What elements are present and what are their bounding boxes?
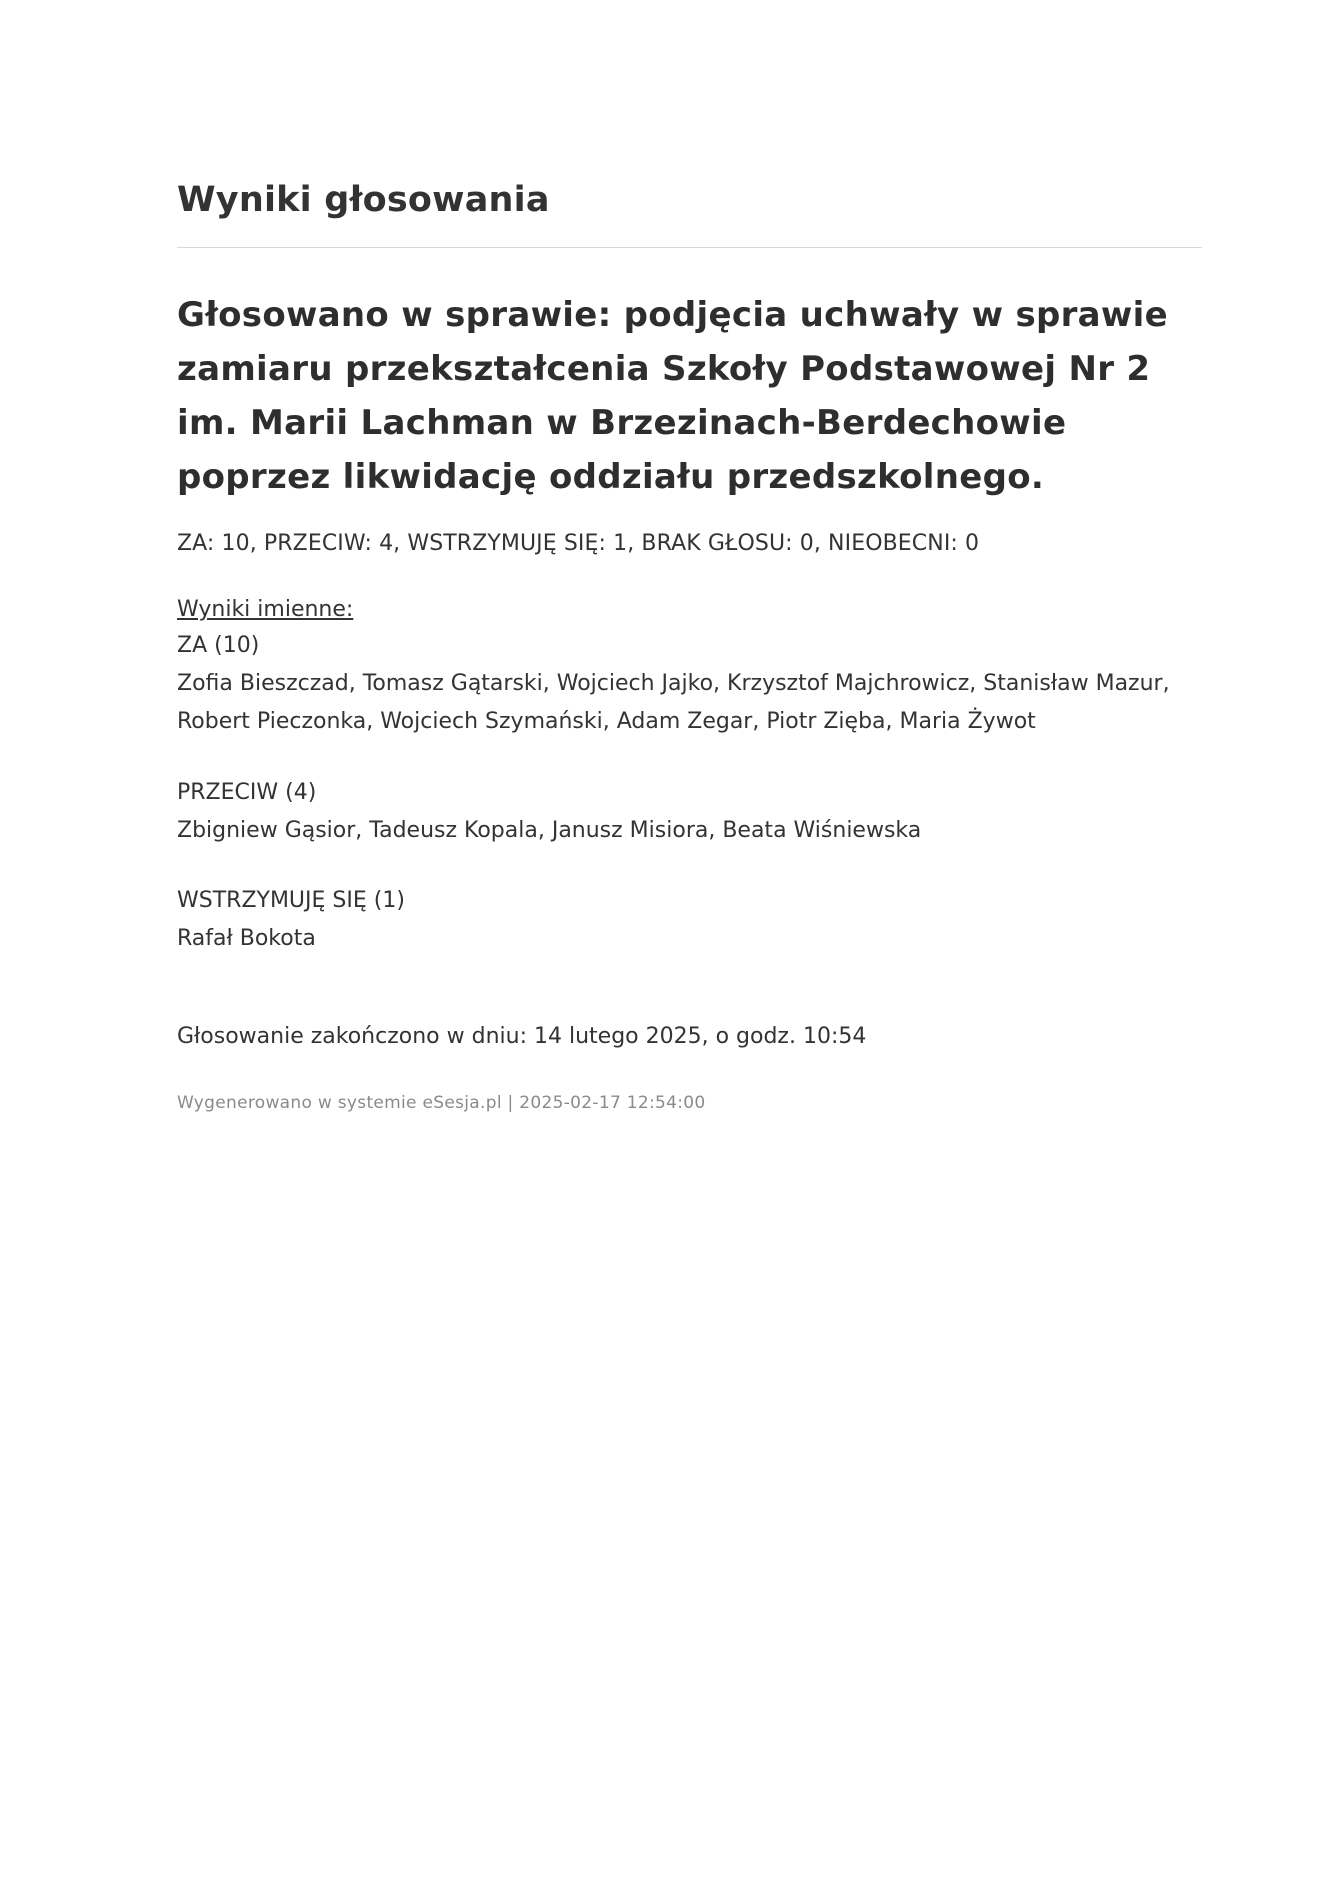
vote-group-names: Zbigniew Gąsior, Tadeusz Kopala, Janusz Misiora, Beata Wiśniewska	[177, 818, 922, 843]
vote-subject: Głosowano w sprawie: podjęcia uchwały w sprawie zamiaru przekształcenia Szkoły Podstawowej Nr 2 im. Marii Lachman w Brzezinach-Berdechowie poprzez likwidację oddziału przedszkolnego.	[177, 295, 1168, 497]
vote-group-za	[177, 627, 1217, 741]
vote-group-title: PRZECIW (4)	[177, 780, 317, 805]
vote-group-wstrzymuje	[177, 882, 1217, 958]
vote-group-title: WSTRZYMUJĘ SIĘ (1)	[177, 888, 405, 913]
vote-summary: ZA: 10, PRZECIW: 4, WSTRZYMUJĘ SIĘ: 1, BRAK GŁOSU: 0, NIEOBECNI: 0	[177, 531, 980, 556]
generated-footer: Wygenerowano w systemie eSesja.pl | 2025-02-17 12:54:00	[177, 1093, 706, 1113]
vote-group-przeciw	[177, 774, 1217, 850]
title-divider	[177, 247, 1202, 248]
vote-group-title: ZA (10)	[177, 633, 260, 658]
named-results-label: Wyniki imienne:	[177, 597, 354, 622]
page-title: Wyniki głosowania	[177, 180, 550, 220]
vote-group-names: Rafał Bokota	[177, 926, 316, 951]
vote-group-names: Zofia Bieszczad, Tomasz Gątarski, Wojciech Jajko, Krzysztof Majchrowicz, Stanisław Mazur, Robert Pieczonka, Wojciech Szymański, Adam Zegar, Piotr Zięba, Maria Żywot	[177, 671, 1170, 734]
vote-closed-note: Głosowanie zakończono w dniu: 14 lutego 2025, o godz. 10:54	[177, 1024, 867, 1049]
